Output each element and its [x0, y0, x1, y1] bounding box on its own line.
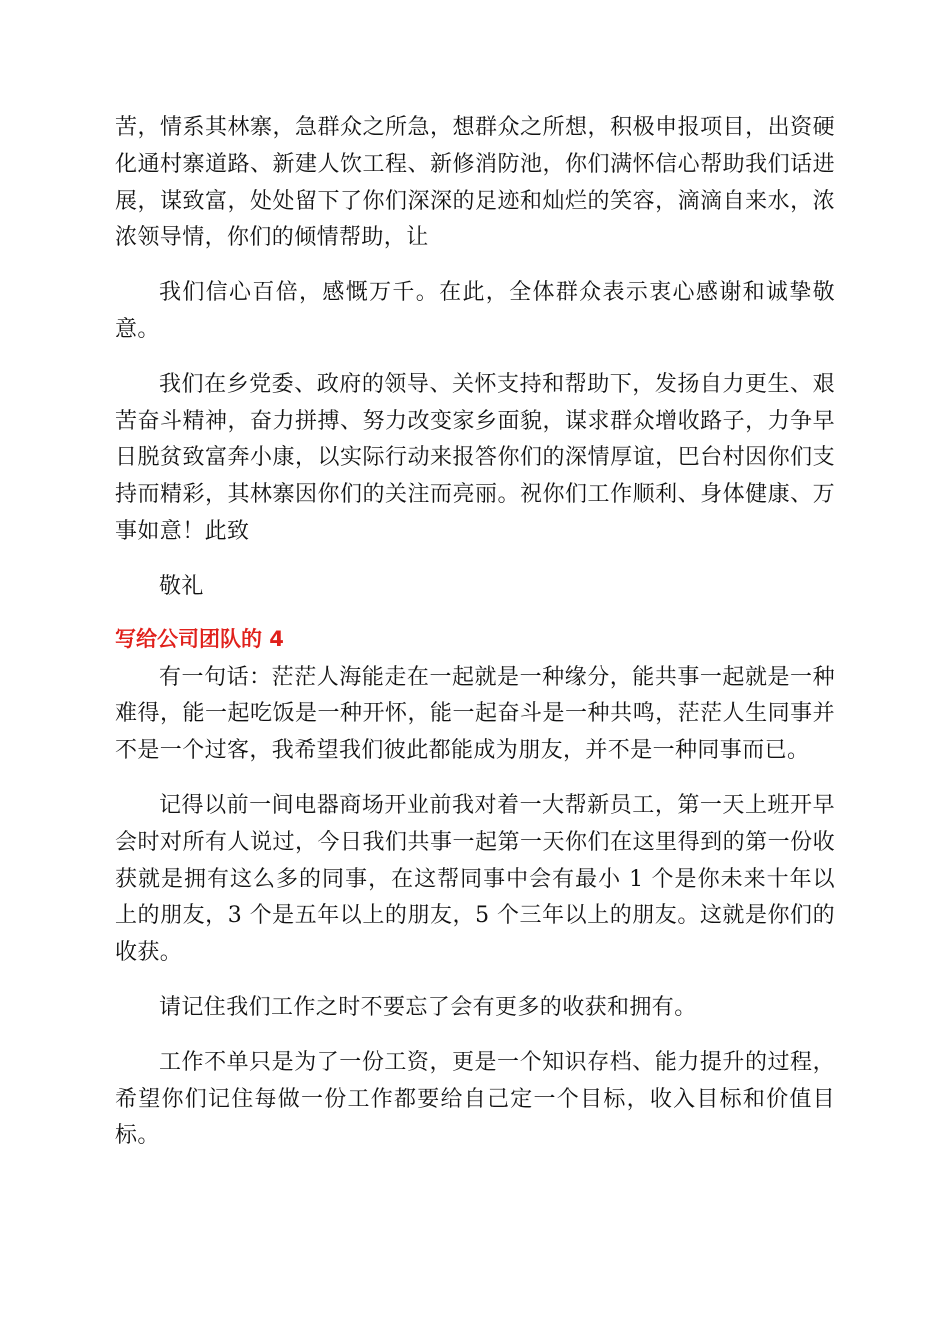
paragraph: 我们在乡党委、政府的领导、关怀支持和帮助下，发扬自力更生、艰苦奋斗精神，奋力拼搏、努力改变家乡面貌，谋求群众增收路子，力争早日脱贫致富奔小康，以实际行动来报答你们的深情厚谊，巴台村因你们支持而精彩，其林寨因你们的关注而亮丽。祝你们工作顺利、身体健康、万事如意！此致	[115, 371, 835, 544]
paragraph: 请记住我们工作之时不要忘了会有更多的收获和拥有。	[159, 994, 697, 1020]
paragraph: 有一句话：茫茫人海能走在一起就是一种缘分，能共事一起就是一种难得，能一起吃饭是一种开怀，能一起奋斗是一种共鸣，茫茫人生同事并不是一个过客，我希望我们彼此都能成为朋友，并不是一种同事而已。	[115, 664, 835, 764]
paragraph: 我们信心百倍，感慨万千。在此，全体群众表示衷心感谢和诚挚敬意。	[115, 280, 835, 342]
paragraph: 工作不单只是为了一份工资，更是一个知识存档、能力提升的过程，希望你们记住每做一份工作都要给自己定一个目标，收入目标和价值目标。	[115, 1049, 835, 1149]
closing-salutation: 敬礼	[159, 573, 204, 599]
document-body	[115, 110, 835, 1173]
paragraph: 记得以前一间电器商场开业前我对着一大帮新员工，第一天上班开早会时对所有人说过，今日我们共事一起第一天你们在这里得到的第一份收获就是拥有这么多的同事，在这帮同事中会有最小 1 个是你未来十年以上的朋友，3 个是五年以上的朋友，5 个三年以上的朋友。这就是你们的收获。	[115, 792, 835, 966]
paragraph-continued: 苦，情系其林寨，急群众之所急，想群众之所想，积极申报项目，出资硬化通村寨道路、新建人饮工程、新修消防池，你们满怀信心帮助我们话进展，谋致富，处处留下了你们深深的足迹和灿烂的笑容，滴滴自来水，浓浓领导情，你们的倾情帮助，让	[115, 115, 835, 251]
section-heading: 写给公司团队的 4	[115, 626, 284, 651]
